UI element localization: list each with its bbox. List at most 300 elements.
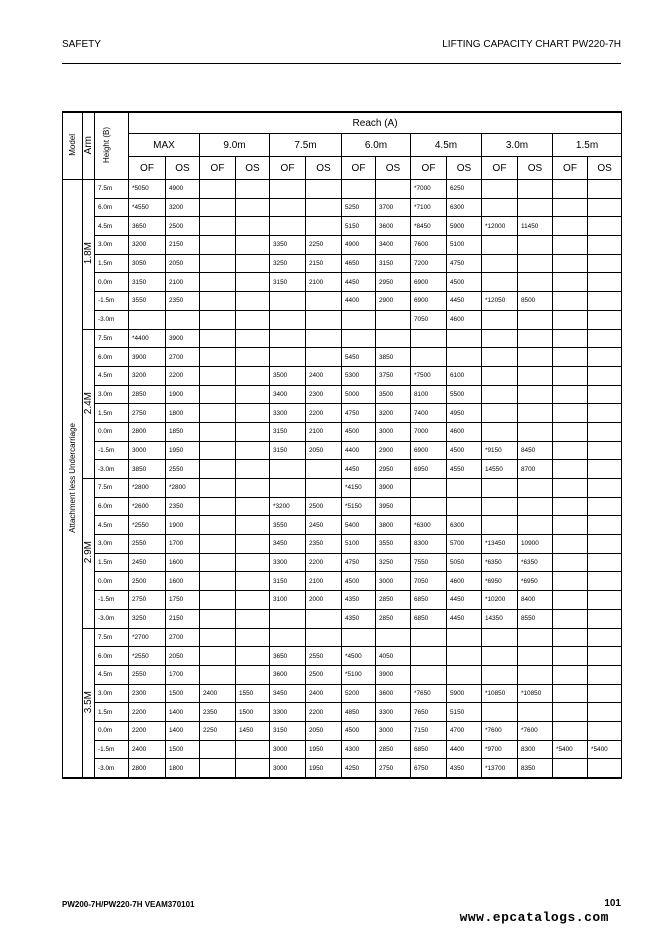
capacity-cell [200, 553, 236, 572]
capacity-cell [236, 759, 270, 778]
capacity-cell [270, 198, 306, 217]
capacity-cell: *3200 [270, 497, 306, 516]
page-number: 101 [604, 898, 621, 909]
table-row [63, 273, 622, 292]
capacity-cell [518, 385, 553, 404]
capacity-cell: 2750 [129, 591, 166, 610]
capacity-cell: 6900 [411, 441, 447, 460]
capacity-cell [553, 348, 588, 367]
capacity-cell: 2750 [129, 404, 166, 423]
height-header: Height (B) [95, 112, 129, 180]
capacity-cell [236, 348, 270, 367]
capacity-cell: 2950 [376, 460, 411, 479]
capacity-cell [518, 422, 553, 441]
capacity-cell: 5300 [342, 366, 376, 385]
capacity-cell [306, 460, 342, 479]
capacity-cell: 1500 [166, 740, 200, 759]
capacity-cell: 1700 [166, 535, 200, 554]
attachment-label: Attachment less Undercarriage [63, 180, 83, 779]
capacity-cell [236, 385, 270, 404]
height-cell: -3.0m [95, 310, 129, 329]
capacity-cell [236, 366, 270, 385]
capacity-cell [482, 329, 518, 348]
capacity-cell: 3900 [129, 348, 166, 367]
capacity-cell [236, 591, 270, 610]
table-row [63, 721, 622, 740]
capacity-cell [236, 217, 270, 236]
capacity-cell: *8450 [411, 217, 447, 236]
over-side-header: OS [376, 157, 411, 180]
capacity-cell: 5150 [342, 217, 376, 236]
capacity-cell: 2100 [306, 422, 342, 441]
capacity-cell [588, 254, 622, 273]
capacity-cell [411, 329, 447, 348]
capacity-cell [200, 665, 236, 684]
capacity-cell: 4250 [342, 759, 376, 778]
height-cell: 4.5m [95, 665, 129, 684]
capacity-cell [166, 310, 200, 329]
capacity-cell: 4500 [342, 422, 376, 441]
capacity-cell: 4450 [342, 273, 376, 292]
capacity-cell: 2050 [166, 647, 200, 666]
capacity-cell [411, 348, 447, 367]
capacity-cell [236, 479, 270, 498]
capacity-cell: 1550 [236, 684, 270, 703]
capacity-cell: 4300 [342, 740, 376, 759]
arm-length-label: 2.9M [83, 479, 95, 629]
capacity-cell: 3150 [376, 254, 411, 273]
capacity-cell: 5700 [447, 535, 482, 554]
capacity-cell: 1800 [166, 404, 200, 423]
capacity-cell [236, 740, 270, 759]
capacity-cell [200, 404, 236, 423]
capacity-cell: 2400 [200, 684, 236, 703]
height-cell: 6.0m [95, 647, 129, 666]
capacity-cell: 3150 [270, 422, 306, 441]
capacity-cell [588, 497, 622, 516]
capacity-cell: 2100 [306, 572, 342, 591]
document-code: PW200-7H/PW220-7H VEAM370101 [62, 900, 195, 909]
capacity-cell [553, 759, 588, 778]
capacity-cell [200, 422, 236, 441]
capacity-cell: 3300 [270, 553, 306, 572]
capacity-cell [588, 460, 622, 479]
table-row [63, 366, 622, 385]
capacity-cell: 2400 [306, 366, 342, 385]
capacity-cell: 3200 [129, 236, 166, 255]
capacity-cell: *6950 [482, 572, 518, 591]
capacity-cell: 4750 [447, 254, 482, 273]
capacity-cell: 3150 [270, 721, 306, 740]
capacity-cell: 5400 [342, 516, 376, 535]
table-row [63, 535, 622, 554]
capacity-cell: 2500 [306, 497, 342, 516]
capacity-cell: 3450 [270, 684, 306, 703]
capacity-cell [482, 404, 518, 423]
capacity-cell [482, 385, 518, 404]
arm-length-label: 2.4M [83, 329, 95, 479]
capacity-cell: 1700 [166, 665, 200, 684]
over-side-header: OS [306, 157, 342, 180]
table-row [63, 348, 622, 367]
capacity-cell [200, 329, 236, 348]
capacity-cell: *9150 [482, 441, 518, 460]
capacity-cell [588, 609, 622, 628]
reach-column-header: 4.5m [411, 134, 482, 157]
capacity-cell: 2900 [376, 292, 411, 311]
table-row [63, 310, 622, 329]
capacity-cell [482, 310, 518, 329]
table-row [63, 404, 622, 423]
over-side-header: OS [447, 157, 482, 180]
height-cell: -1.5m [95, 591, 129, 610]
capacity-cell: 2850 [376, 609, 411, 628]
capacity-cell: 7200 [411, 254, 447, 273]
capacity-cell [553, 217, 588, 236]
capacity-cell: 4750 [342, 404, 376, 423]
capacity-cell: 7050 [411, 310, 447, 329]
capacity-cell [200, 479, 236, 498]
capacity-cell [553, 516, 588, 535]
capacity-cell [236, 236, 270, 255]
capacity-cell: 7600 [411, 236, 447, 255]
capacity-cell: 7000 [411, 422, 447, 441]
capacity-cell: *6300 [411, 516, 447, 535]
capacity-cell [236, 628, 270, 647]
website-watermark: www.epcatalogs.com [459, 910, 609, 925]
capacity-cell [306, 329, 342, 348]
capacity-cell [482, 516, 518, 535]
capacity-cell: 7400 [411, 404, 447, 423]
capacity-cell: 3150 [270, 572, 306, 591]
capacity-cell: 5250 [342, 198, 376, 217]
capacity-cell: 3200 [376, 404, 411, 423]
capacity-cell: 4900 [166, 180, 200, 199]
capacity-cell [200, 180, 236, 199]
capacity-cell [553, 553, 588, 572]
capacity-cell [306, 609, 342, 628]
capacity-cell: 2150 [166, 609, 200, 628]
capacity-cell [270, 609, 306, 628]
capacity-cell [236, 441, 270, 460]
over-front-header: OF [200, 157, 236, 180]
table-row [63, 254, 622, 273]
capacity-cell [482, 198, 518, 217]
height-cell: 1.5m [95, 404, 129, 423]
capacity-cell [236, 292, 270, 311]
capacity-cell [236, 497, 270, 516]
capacity-cell: 8350 [518, 759, 553, 778]
capacity-cell: 4850 [342, 703, 376, 722]
capacity-cell [553, 609, 588, 628]
capacity-cell [447, 479, 482, 498]
capacity-cell [236, 647, 270, 666]
capacity-cell [200, 460, 236, 479]
capacity-cell: 1850 [166, 422, 200, 441]
capacity-cell: 4450 [447, 609, 482, 628]
capacity-cell: 2800 [129, 759, 166, 778]
capacity-cell [376, 329, 411, 348]
capacity-cell [588, 628, 622, 647]
capacity-cell [200, 609, 236, 628]
capacity-cell: 2700 [166, 628, 200, 647]
reach-column-header: 1.5m [553, 134, 622, 157]
capacity-cell [553, 385, 588, 404]
capacity-cell [482, 180, 518, 199]
capacity-cell [588, 553, 622, 572]
over-side-header: OS [588, 157, 622, 180]
capacity-cell [588, 703, 622, 722]
capacity-cell: 4600 [447, 310, 482, 329]
capacity-cell: *7000 [411, 180, 447, 199]
capacity-cell: *2550 [129, 647, 166, 666]
capacity-cell [200, 292, 236, 311]
capacity-cell: 2200 [129, 703, 166, 722]
capacity-cell: *2550 [129, 516, 166, 535]
capacity-cell: 2050 [306, 441, 342, 460]
capacity-cell [200, 591, 236, 610]
capacity-cell: 5100 [342, 535, 376, 554]
capacity-cell [306, 217, 342, 236]
height-cell: 0.0m [95, 572, 129, 591]
capacity-cell: 6750 [411, 759, 447, 778]
capacity-cell: 5200 [342, 684, 376, 703]
capacity-cell: 4750 [342, 553, 376, 572]
capacity-cell: 2100 [166, 273, 200, 292]
over-side-header: OS [518, 157, 553, 180]
capacity-cell: 2500 [166, 217, 200, 236]
capacity-cell [200, 366, 236, 385]
capacity-cell: 3000 [270, 740, 306, 759]
table-row [63, 628, 622, 647]
capacity-cell [553, 198, 588, 217]
capacity-cell [588, 665, 622, 684]
capacity-cell: *6950 [518, 572, 553, 591]
capacity-cell: 3150 [270, 441, 306, 460]
capacity-cell: 3150 [129, 273, 166, 292]
capacity-cell: 2500 [129, 572, 166, 591]
table-row [63, 385, 622, 404]
capacity-cell [482, 254, 518, 273]
capacity-cell: 3300 [270, 703, 306, 722]
capacity-cell [518, 180, 553, 199]
capacity-cell: 8100 [411, 385, 447, 404]
capacity-cell: 2350 [200, 703, 236, 722]
capacity-cell: 4450 [342, 460, 376, 479]
capacity-cell: 2050 [306, 721, 342, 740]
capacity-cell [236, 609, 270, 628]
capacity-cell [482, 497, 518, 516]
capacity-cell [553, 647, 588, 666]
capacity-cell: 2350 [166, 497, 200, 516]
capacity-cell [200, 217, 236, 236]
capacity-cell: *7600 [482, 721, 518, 740]
table-row [63, 422, 622, 441]
capacity-cell: 8400 [518, 591, 553, 610]
capacity-cell: 2850 [376, 591, 411, 610]
capacity-cell: 8450 [518, 441, 553, 460]
capacity-cell [236, 572, 270, 591]
capacity-cell [376, 180, 411, 199]
capacity-cell: 6950 [411, 460, 447, 479]
capacity-cell: 3550 [270, 516, 306, 535]
model-header: Model [63, 112, 83, 180]
table-row [63, 441, 622, 460]
capacity-cell [236, 254, 270, 273]
capacity-cell: 6900 [411, 292, 447, 311]
capacity-cell: 2550 [306, 647, 342, 666]
height-cell: 7.5m [95, 628, 129, 647]
capacity-cell [306, 180, 342, 199]
height-cell: 6.0m [95, 497, 129, 516]
capacity-cell [200, 628, 236, 647]
capacity-cell [518, 236, 553, 255]
capacity-cell [588, 217, 622, 236]
capacity-cell: 2400 [306, 684, 342, 703]
capacity-cell: 4900 [342, 236, 376, 255]
height-cell: 4.5m [95, 217, 129, 236]
capacity-cell: 3200 [129, 366, 166, 385]
height-cell: 0.0m [95, 273, 129, 292]
height-cell: 0.0m [95, 422, 129, 441]
capacity-cell: 2200 [306, 553, 342, 572]
capacity-cell [553, 721, 588, 740]
chart-title: LIFTING CAPACITY CHART PW220-7H [442, 39, 621, 50]
capacity-cell: 2350 [306, 535, 342, 554]
lifting-capacity-table [62, 111, 622, 779]
capacity-cell: 2800 [129, 422, 166, 441]
capacity-cell [200, 647, 236, 666]
height-cell: 1.5m [95, 553, 129, 572]
capacity-cell: 2050 [166, 254, 200, 273]
capacity-cell: 4350 [447, 759, 482, 778]
capacity-cell: 2750 [376, 759, 411, 778]
capacity-cell: 2250 [306, 236, 342, 255]
capacity-cell [588, 441, 622, 460]
capacity-cell: 2200 [306, 703, 342, 722]
capacity-cell [553, 254, 588, 273]
capacity-cell [200, 740, 236, 759]
capacity-cell [306, 628, 342, 647]
capacity-cell [553, 665, 588, 684]
capacity-cell [518, 366, 553, 385]
capacity-cell [270, 479, 306, 498]
table-row [63, 180, 622, 199]
capacity-cell [200, 385, 236, 404]
capacity-cell [588, 535, 622, 554]
capacity-cell [553, 497, 588, 516]
capacity-cell: *10850 [482, 684, 518, 703]
capacity-cell [518, 497, 553, 516]
capacity-cell [588, 422, 622, 441]
capacity-cell: 1800 [166, 759, 200, 778]
capacity-cell: *10200 [482, 591, 518, 610]
capacity-cell [236, 422, 270, 441]
capacity-cell [129, 310, 166, 329]
capacity-cell: 6300 [447, 516, 482, 535]
capacity-cell: 6100 [447, 366, 482, 385]
capacity-cell [447, 348, 482, 367]
capacity-cell: 8300 [518, 740, 553, 759]
capacity-cell [588, 591, 622, 610]
capacity-cell [518, 273, 553, 292]
capacity-cell: *5050 [129, 180, 166, 199]
height-cell: 4.5m [95, 516, 129, 535]
capacity-cell [588, 236, 622, 255]
capacity-cell [482, 647, 518, 666]
capacity-cell [553, 404, 588, 423]
capacity-cell: 3300 [376, 703, 411, 722]
capacity-cell [447, 497, 482, 516]
capacity-cell: 2850 [129, 385, 166, 404]
capacity-cell: 1450 [236, 721, 270, 740]
capacity-cell [588, 684, 622, 703]
capacity-cell: *2700 [129, 628, 166, 647]
capacity-cell: 1600 [166, 553, 200, 572]
capacity-cell [482, 703, 518, 722]
capacity-cell [200, 441, 236, 460]
capacity-cell [588, 516, 622, 535]
capacity-cell [482, 348, 518, 367]
capacity-cell [236, 516, 270, 535]
height-cell: 4.5m [95, 366, 129, 385]
capacity-cell: 4550 [447, 460, 482, 479]
table-row [63, 236, 622, 255]
capacity-cell: 3600 [376, 684, 411, 703]
table-row [63, 217, 622, 236]
capacity-cell: *4150 [342, 479, 376, 498]
capacity-cell [306, 292, 342, 311]
capacity-cell: 2300 [129, 684, 166, 703]
section-title: SAFETY [62, 39, 101, 50]
capacity-cell: 1400 [166, 703, 200, 722]
capacity-cell [588, 385, 622, 404]
capacity-cell: 3800 [376, 516, 411, 535]
table-row [63, 479, 622, 498]
capacity-cell: 2200 [306, 404, 342, 423]
table-row [63, 609, 622, 628]
capacity-cell [518, 310, 553, 329]
capacity-cell: 3550 [129, 292, 166, 311]
capacity-cell: 1750 [166, 591, 200, 610]
capacity-cell: 3600 [376, 217, 411, 236]
height-cell: 1.5m [95, 254, 129, 273]
table-row [63, 665, 622, 684]
table-row [63, 292, 622, 311]
capacity-cell [588, 479, 622, 498]
capacity-cell: 3250 [270, 254, 306, 273]
height-cell: 3.0m [95, 535, 129, 554]
capacity-cell: 2400 [129, 740, 166, 759]
capacity-cell: 10900 [518, 535, 553, 554]
capacity-cell [200, 535, 236, 554]
height-cell: -3.0m [95, 460, 129, 479]
reach-column-header: 3.0m [482, 134, 553, 157]
capacity-cell [588, 404, 622, 423]
capacity-cell: 2000 [306, 591, 342, 610]
capacity-cell: 8500 [518, 292, 553, 311]
capacity-cell: 3850 [129, 460, 166, 479]
table-row [63, 516, 622, 535]
capacity-cell [518, 198, 553, 217]
capacity-cell [588, 329, 622, 348]
capacity-cell: 2850 [376, 740, 411, 759]
capacity-cell [518, 348, 553, 367]
capacity-cell: 3600 [270, 665, 306, 684]
capacity-cell: 4350 [342, 591, 376, 610]
height-cell: 7.5m [95, 329, 129, 348]
capacity-cell: 2700 [166, 348, 200, 367]
